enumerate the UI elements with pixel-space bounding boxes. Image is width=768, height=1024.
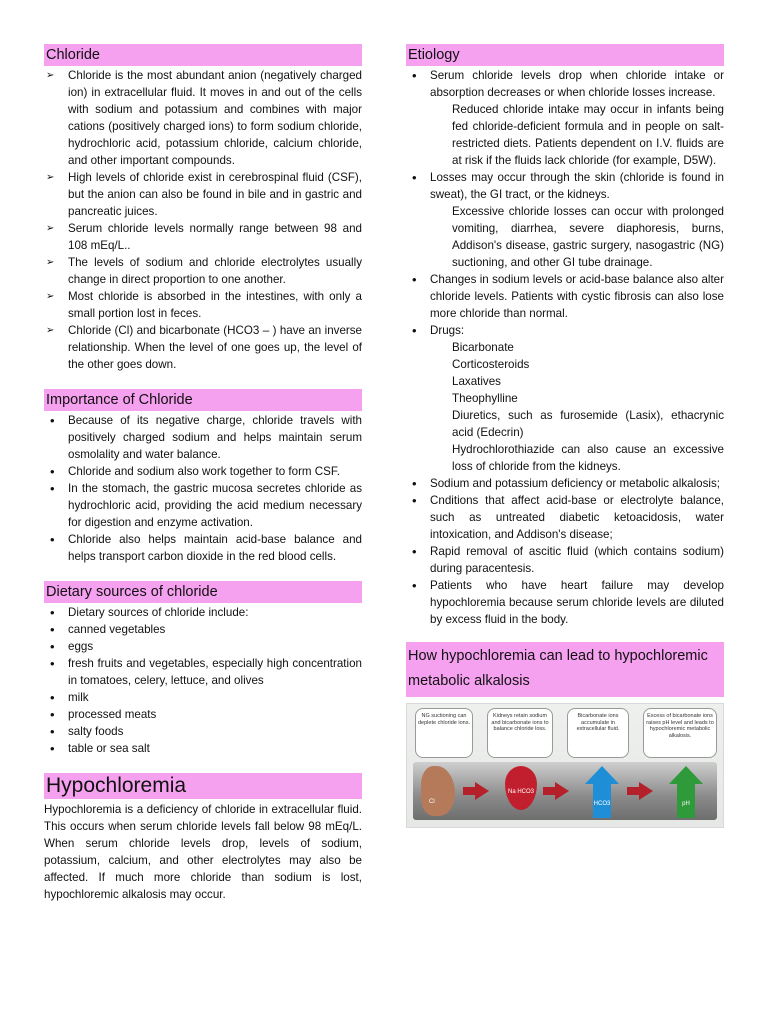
etiology-subtext: Reduced chloride intake may occur in infants being fed chloride-deficient formula and in people on salt-restricted diets. Patients dependent on I.V. fluids are at risk if the fluids lack chloride (for example, D5W). [452, 103, 724, 167]
arrow-head [669, 766, 703, 784]
importance-section [44, 389, 362, 565]
list-item: • table or sea salt [44, 740, 362, 757]
hco3-up-arrow-icon [585, 766, 619, 818]
diagram-step-2: Kidneys retain sodium and bicarbonate ions to balance chloride loss. [487, 708, 553, 758]
ph-up-arrow-icon [669, 766, 703, 818]
etiology-section [406, 44, 724, 628]
drug-item: Laxatives [452, 375, 501, 388]
list-item [406, 67, 724, 101]
list-item: ➢ The levels of sodium and chloride electrolytes usually change in direct proportion to one another. [44, 254, 362, 288]
list-item: • Patients who have heart failure may develop hypochloremia because serum chloride levels are diluted by excess fluid in the body. [406, 577, 724, 628]
drug-item: Theophylline [452, 392, 518, 405]
list-item: ➢ Serum chloride levels normally range between 98 and 108 mEq/L.. [44, 220, 362, 254]
arrow-right-icon [475, 782, 489, 800]
list-item: • In the stomach, the gastric mucosa secretes chloride as hydrochloric acid, providing the acid medium necessary for digestion and enzyme activation. [44, 480, 362, 531]
drug-item: Hydrochlorothiazide can also cause an excessive loss of chloride from the kidneys. [452, 443, 724, 473]
list-item: ➢ Chloride (Cl) and bicarbonate (HCO3 – ) have an inverse relationship. When the level of one goes up, the level of the other goes down. [44, 322, 362, 373]
list-item: • eggs [44, 638, 362, 655]
hco3-label: HCO3 [593, 784, 611, 818]
list-item: ➢ High levels of chloride exist in cerebrospinal fluid (CSF), but the anion can also be found in bile and in gastric and pancreatic juices. [44, 169, 362, 220]
list-item: • Chloride also helps maintain acid-base balance and helps transport carbon dioxide in the red blood cells. [44, 531, 362, 565]
list-item: • canned vegetables [44, 621, 362, 638]
arrow-right-icon [555, 782, 569, 800]
alkalosis-section [406, 642, 724, 828]
right-column [406, 44, 724, 828]
sodium-bicarbonate-label: Na HCO3 [507, 789, 534, 795]
drug-item: Corticosteroids [452, 358, 530, 371]
etiology-heading: Etiology [406, 44, 724, 66]
list-item: • milk [44, 689, 362, 706]
alkalosis-diagram [406, 703, 724, 828]
chloride-list [44, 67, 362, 373]
dietary-section [44, 581, 362, 757]
list-item: • Rapid removal of ascitic fluid (which contains sodium) during paracentesis. [406, 543, 724, 577]
left-column [44, 44, 362, 903]
diagram-step-4: Excess of bicarbonate ions raises pH level and leads to hypochloremic metabolic alkalosis. [643, 708, 717, 758]
list-item: ➢ Most chloride is absorbed in the intestines, with only a small portion lost in feces. [44, 288, 362, 322]
list-item: • Losses may occur through the skin (chloride is found in sweat), the GI tract, or the kidneys. [406, 169, 724, 203]
importance-list [44, 412, 362, 565]
list-item: • Sodium and potassium deficiency or metabolic alkalosis; [406, 475, 724, 492]
importance-heading: Importance of Chloride [44, 389, 362, 411]
hypochloremia-text: Hypochloremia is a deficiency of chloride in extracellular fluid. This occurs when serum chloride levels fall below 98 mEq/L. When serum chloride levels drop, levels of sodium, potassium, calcium, and other electrolytes may also be affected. If much more chloride than sodium is lost, hypochloremic alkalosis may occur. [44, 803, 362, 901]
dietary-heading: Dietary sources of chloride [44, 581, 362, 603]
drug-item: Bicarbonate [452, 341, 514, 354]
list-item: • fresh fruits and vegetables, especially high concentration in tomatoes, celery, lettuce, and olives [44, 655, 362, 689]
ph-label: pH [677, 784, 695, 818]
chloride-heading: Chloride [44, 44, 362, 66]
list-item: • Chloride and sodium also work together to form CSF. [44, 463, 362, 480]
alkalosis-heading: How hypochloremia can lead to hypochloremic metabolic alkalosis [406, 642, 724, 697]
chloride-label: Cl [429, 799, 435, 805]
list-item: • Changes in sodium levels or acid-base balance also alter chloride levels. Patients with cystic fibrosis can also lose more chloride than normal. [406, 271, 724, 322]
etiology-list-3 [406, 271, 724, 339]
etiology-list-2 [406, 169, 724, 203]
etiology-list-4 [406, 475, 724, 628]
list-item: • Because of its negative charge, chloride travels with positively charged sodium and helps maintain serum osmolality and water balance. [44, 412, 362, 463]
etiology-list [406, 67, 724, 101]
list-item: ➢ Chloride is the most abundant anion (negatively charged ion) in extracellular fluid. It moves in and out of the cells with sodium and potassium and combines with major cations (positively charged ions) to form sodium chloride, hydrochloric acid, potassium chloride, calcium chloride, and other important compounds. [44, 67, 362, 169]
drug-item: Diuretics, such as furosemide (Lasix), ethacrynic acid (Edecrin) [452, 409, 724, 439]
list-item: • Cnditions that affect acid-base or electrolyte balance, such as untreated diabetic ketoacidosis, water intoxication, and Addison's disease; [406, 492, 724, 543]
hypochloremia-heading: Hypochloremia [44, 773, 362, 799]
stomach-icon [421, 766, 455, 816]
diagram-step-3: Bicarbonate ions accumulate in extracellular fluid. [567, 708, 629, 758]
chloride-section [44, 44, 362, 373]
arrow-right-icon [639, 782, 653, 800]
etiology-subtext: Excessive chloride losses can occur with prolonged vomiting, diarrhea, severe diaphoresis, burns, Addison's disease, gastric surgery, nasogastric (NG) suctioning, and other GI tube drainage. [452, 205, 724, 269]
arrow-head [585, 766, 619, 784]
list-item: • processed meats [44, 706, 362, 723]
list-item: • salty foods [44, 723, 362, 740]
dietary-list [44, 604, 362, 757]
diagram-step-1: NG suctioning can deplete chloride ions. [415, 708, 473, 758]
etiology-point: Serum chloride levels drop when chloride intake or absorption decreases or when chloride losses increase. [430, 69, 724, 99]
hypochloremia-section [44, 773, 362, 903]
list-item: • Drugs: [406, 322, 724, 339]
list-item: • Dietary sources of chloride include: [44, 604, 362, 621]
